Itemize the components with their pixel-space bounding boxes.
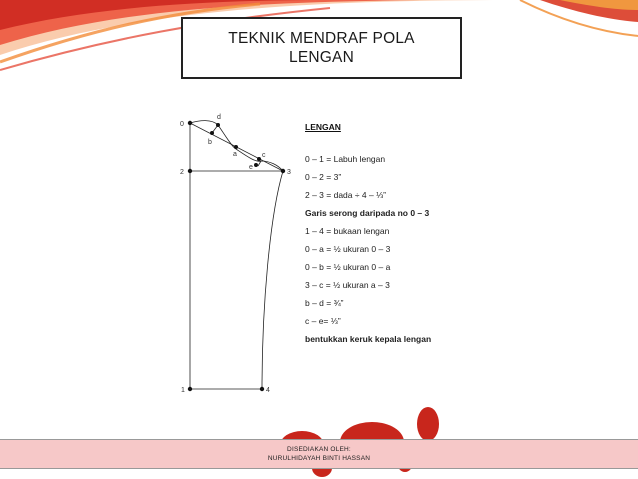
label-point-c: c (262, 152, 266, 159)
footer-prepared-by: DISEDIAKAN OLEH: (287, 446, 351, 453)
label-point-3: 3 (287, 169, 291, 176)
label-point-0: 0 (180, 121, 184, 128)
footer-author-name: NURULHIDAYAH BINTI HASSAN (267, 455, 371, 462)
slide-title-line-1: TEKNIK MENDRAF POLA (228, 30, 415, 47)
note-line: 0 – 1 = Labuh lengan (305, 154, 386, 164)
note-line: bentukkan keruk kepala lengan (305, 334, 432, 344)
label-point-1: 1 (181, 387, 185, 394)
point-4 (260, 387, 264, 391)
line-c-e (258, 161, 261, 166)
note-line: Garis serong daripada no 0 – 3 (305, 208, 430, 218)
note-line: 3 – c = ½ ukuran a – 3 (305, 280, 390, 290)
note-line: 1 – 4 = bukaan lengan (305, 226, 390, 236)
drafting-notes (305, 122, 485, 352)
footer-credit-box (0, 439, 638, 469)
note-line: 0 – b = ½ ukuran 0 – a (305, 262, 391, 272)
label-point-a: a (233, 151, 237, 158)
sleeve-side-curve (262, 171, 283, 389)
sleeve-pattern-diagram (170, 105, 305, 405)
slide-title-line-2: LENGAN (289, 49, 354, 66)
point-0 (188, 121, 192, 125)
note-line: 0 – a = ½ ukuran 0 – 3 (305, 244, 391, 254)
point-2 (188, 169, 192, 173)
point-e (254, 163, 258, 167)
label-point-b: b (208, 139, 212, 146)
title-box (181, 17, 462, 79)
point-b (210, 131, 214, 135)
note-line: 2 – 3 = dada ÷ 4 – ⅓” (305, 190, 386, 200)
point-a (234, 145, 238, 149)
label-point-4: 4 (266, 387, 270, 394)
note-line: 0 – 2 = 3” (305, 172, 342, 182)
point-d (216, 123, 220, 127)
note-line: b – d = ¾” (305, 298, 344, 308)
notes-heading: LENGAN (305, 122, 341, 132)
label-point-d: d (217, 114, 221, 121)
note-line: c – e= ⅓” (305, 316, 341, 326)
point-c (257, 157, 261, 161)
point-3 (281, 169, 285, 173)
label-point-e: e (249, 164, 253, 171)
point-1 (188, 387, 192, 391)
label-point-2: 2 (180, 169, 184, 176)
